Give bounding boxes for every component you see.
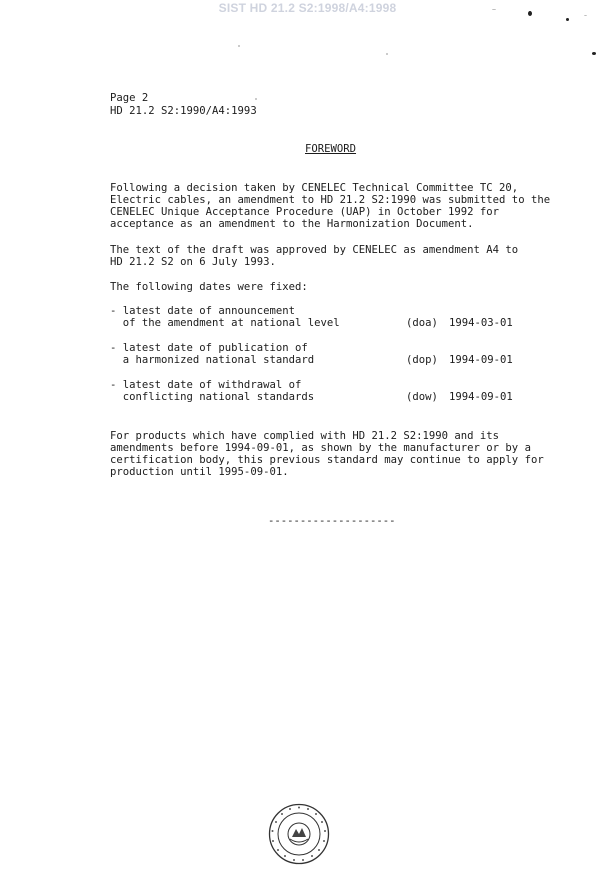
paragraph-intro: [110, 182, 550, 230]
paragraph-transition: [110, 430, 544, 478]
page-title: FOREWORD: [305, 143, 357, 155]
date-value: 1994-09-01: [449, 354, 513, 366]
scan-speck: [255, 98, 257, 100]
text-line: For products which have complied with HD 21.2 S2:1990 and its: [110, 430, 500, 442]
scan-speck: [566, 18, 569, 21]
date-item-label: - latest date of announcement: [110, 305, 295, 317]
watermark: SIST HD 21.2 S2:1998/A4:1998: [218, 1, 397, 15]
date-item-label: - latest date of publication of: [110, 342, 308, 354]
document-ref: HD 21.2 S2:1990/A4:1993: [110, 105, 257, 117]
date-code: (dop): [406, 354, 438, 366]
scan-speck: [492, 9, 496, 10]
end-separator: --------------------: [268, 515, 396, 527]
dates-item-doa: [110, 305, 530, 329]
date-item-label: of the amendment at national level: [110, 317, 340, 329]
text-line: HD 21.2 S2 on 6 July 1993.: [110, 256, 276, 268]
scan-speck: [238, 45, 240, 47]
date-value: 1994-03-01: [449, 317, 513, 329]
dates-item-dop: [110, 342, 530, 366]
text-line: CENELEC Unique Acceptance Procedure (UAP) in October 1992 for: [110, 206, 500, 218]
scan-speck: [592, 52, 596, 55]
text-line: Electric cables, an amendment to HD 21.2 S2:1990 was submitted to the: [110, 194, 551, 206]
dates-item-dow: [110, 379, 530, 403]
text-line: The text of the draft was approved by CENELEC as amendment A4 to: [110, 244, 519, 256]
date-item-label: conflicting national standards: [110, 391, 315, 403]
stamp-seal-icon: [268, 803, 330, 865]
text-line: amendments before 1994-09-01, as shown by the manufacturer or by a: [110, 442, 531, 454]
text-line: certification body, this previous standard may continue to apply for: [110, 454, 544, 466]
paragraph-dates-intro: The following dates were fixed:: [110, 281, 308, 293]
scan-speck: [584, 15, 587, 16]
text-line: Following a decision taken by CENELEC Technical Committee TC 20,: [110, 182, 519, 194]
date-value: 1994-09-01: [449, 391, 513, 403]
page-label: Page 2: [110, 92, 149, 104]
date-item-label: a harmonized national standard: [110, 354, 315, 366]
date-item-label: - latest date of withdrawal of: [110, 379, 302, 391]
date-code: (dow): [406, 391, 438, 403]
scan-speck: [528, 11, 532, 16]
paragraph-approval: [110, 244, 518, 268]
text-line: acceptance as an amendment to the Harmonization Document.: [110, 218, 474, 230]
text-line: production until 1995-09-01.: [110, 466, 289, 478]
scan-speck: [386, 53, 388, 55]
date-code: (doa): [406, 317, 438, 329]
